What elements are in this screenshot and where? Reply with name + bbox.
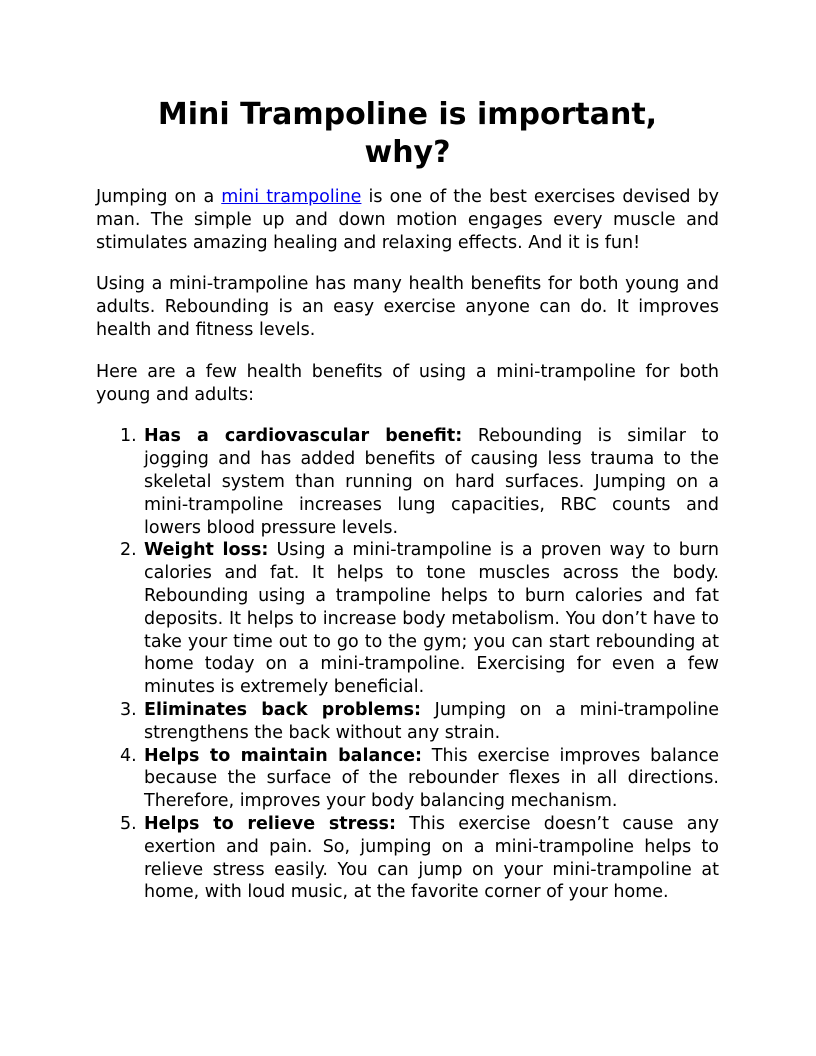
list-item xyxy=(96,425,719,539)
list-item-text: Rebounding is similar to jogging and has added benefits of causing less trauma to the skeletal system than running on hard surfaces. Jumping on a mini-trampoline increases lung capacities, RBC counts and lowers blood pressure levels. xyxy=(144,426,720,538)
page-title: Mini Trampoline is important, why? xyxy=(157,97,658,170)
intro-paragraph xyxy=(96,186,719,254)
list-item-text: Jumping on a mini-trampoline strengthens the back without any strain. xyxy=(144,699,719,743)
benefits-list xyxy=(96,425,719,904)
document-page xyxy=(96,96,719,904)
list-item-term: Weight loss: xyxy=(144,540,269,561)
list-item-number: 3. xyxy=(120,699,137,720)
list-item xyxy=(96,745,719,813)
list-item xyxy=(96,699,719,745)
intro-text-end: is one of the best exercises devised by man. The simple up and down motion engages every muscle and stimulates amazing healing and relaxing effects. And it is fun! xyxy=(96,187,719,253)
intro-text-start: Jumping on a xyxy=(96,187,222,207)
list-item-term: Helps to maintain balance: xyxy=(144,745,422,766)
list-item-number: 5. xyxy=(120,813,137,834)
list-item xyxy=(96,539,719,699)
list-item-term: Helps to relieve stress: xyxy=(144,813,396,834)
list-item xyxy=(96,813,719,904)
list-item-text: This exercise doesn’t cause any exertion and pain. So, jumping on a mini-trampoline helps to relieve stress easily. You can jump on your mini-trampoline at home, with loud music, at the favorite corner of your home. xyxy=(144,813,719,903)
list-item-number: 1. xyxy=(120,426,137,447)
list-item-text: Using a mini-trampoline is a proven way to burn calories and fat. It helps to tone muscles across the body. Rebounding using a trampoline helps to burn calories and fat deposits. It helps to increase body metabolism. You don’t have to take your time out to go to the gym; you can start rebounding at home today on a mini-trampoline. Exercising for even a few minutes is extremely beneficial. xyxy=(144,540,719,698)
mini-trampoline-link[interactable]: mini trampoline xyxy=(221,187,362,207)
list-item-number: 4. xyxy=(120,745,137,766)
benefits-overview-paragraph: Using a mini-trampoline has many health benefits for both young and adults. Rebounding is an easy exercise anyone can do. It improves health and fitness levels. xyxy=(96,274,719,340)
list-item-term: Eliminates back problems: xyxy=(144,699,422,720)
benefits-lead-paragraph: Here are a few health benefits of using a mini-trampoline for both young and adults: xyxy=(96,361,719,405)
list-item-text: This exercise improves balance because the surface of the rebounder flexes in all directions. Therefore, improves your body balancing mechanism. xyxy=(144,745,719,812)
list-item-term: Has a cardiovascular benefit: xyxy=(144,426,463,447)
list-item-number: 2. xyxy=(120,540,137,561)
